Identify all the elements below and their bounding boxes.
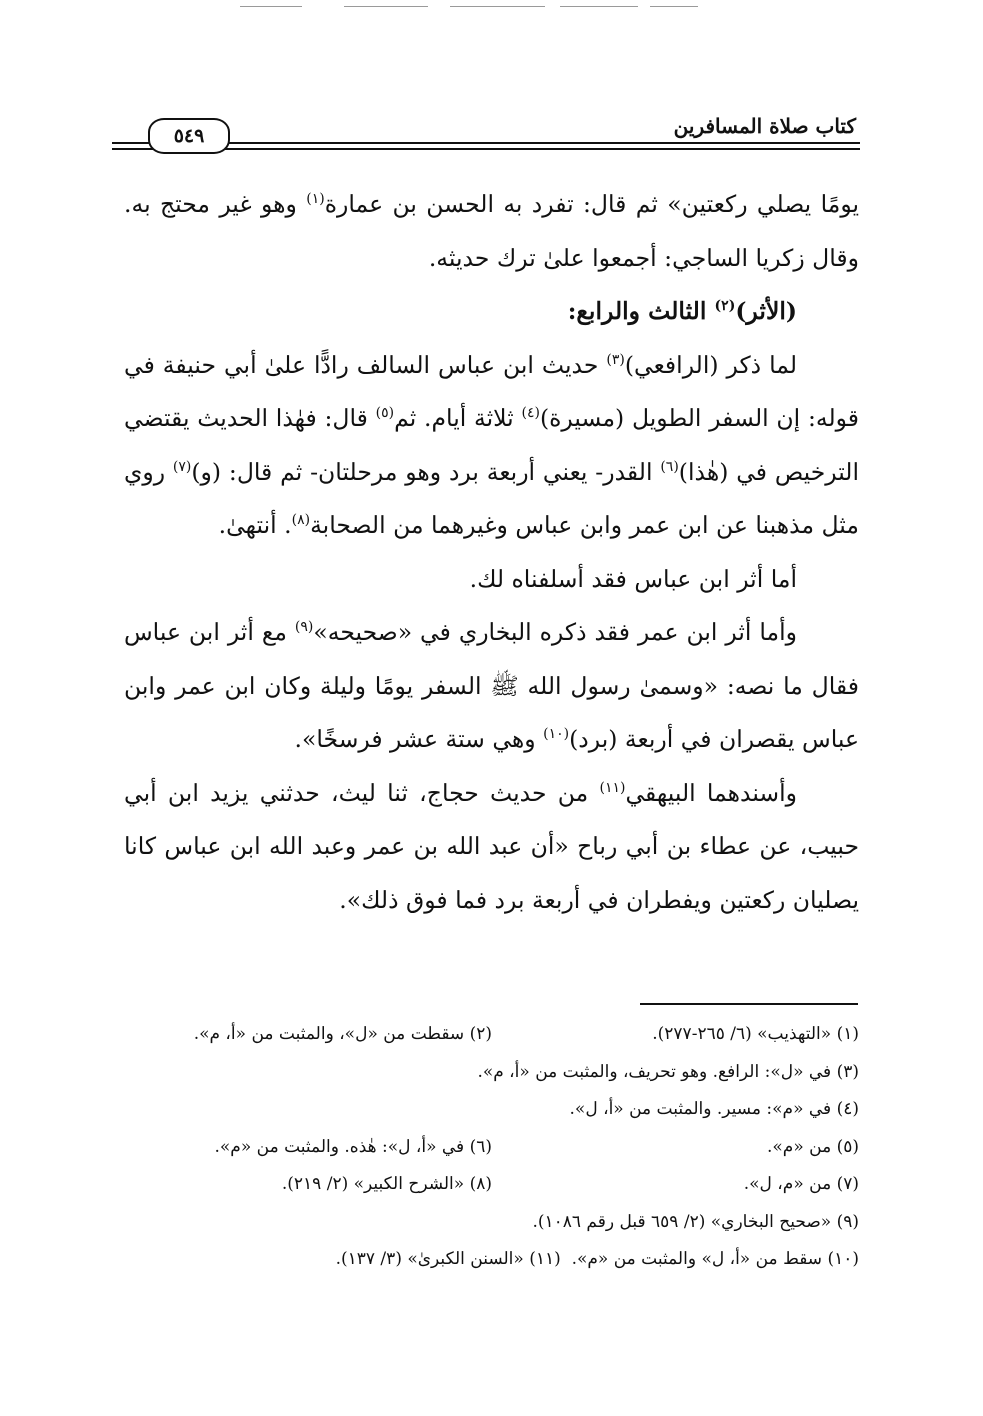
- main-text: [124, 178, 859, 927]
- text-run: مع أثر ابن عباس فقال ما نصه: «وسمىٰ رسول الله ﷺ السفر يومًا وليلة وكان ابن عمر وابن عباس يقصران في أربعة (برد): [124, 618, 859, 753]
- footnote-ref: (١): [306, 191, 325, 208]
- footnote-ref: (١٠): [543, 726, 570, 743]
- text-run: وهو غير محتج به. وقال زكريا الساجي: أجمعوا علىٰ ترك حديثه.: [124, 190, 859, 272]
- footnote-11: (١١) «السنن الكبرىٰ» (٣/ ١٣٧).: [335, 1249, 561, 1269]
- section-heading: [124, 285, 859, 339]
- heading-text: الثالث والرابع:: [567, 297, 715, 325]
- footnote-7: (٧) من «م، ل».: [743, 1174, 859, 1194]
- page-number: ٥٤٩: [148, 118, 230, 154]
- footnote-ref: (١١): [599, 779, 626, 796]
- footnote-row: [124, 1129, 859, 1167]
- running-header: [112, 112, 860, 158]
- footnote-row: [124, 1204, 859, 1242]
- footnote-ref: (٧): [172, 458, 192, 475]
- heading-text: (الأثر): [735, 297, 797, 325]
- text-run: حديث ابن عباس السالف رادًّا علىٰ أبي حنيفة في قوله: إن السفر الطويل (مسيرة): [124, 350, 859, 432]
- header-rule-left-ornament: [112, 142, 152, 150]
- paragraph: [124, 767, 859, 928]
- text-run: . أنتهىٰ.: [218, 511, 292, 539]
- footnote-4: (٤) في «م»: مسير. والمثبت من «أ، ل».: [569, 1099, 859, 1119]
- text-run: ثلاثة أيام. ثم: [394, 404, 522, 432]
- footnote-ref: (٦): [660, 458, 679, 475]
- text-run: لما ذكر (الرافعي): [624, 350, 797, 379]
- footnote-ref: (٩): [294, 619, 314, 636]
- paragraph: [124, 339, 859, 553]
- footnotes: [124, 1016, 859, 1279]
- footnote-10: (١٠) سقط من «أ، ل» والمثبت من «م».: [571, 1249, 859, 1269]
- footnote-ref: (٢): [714, 298, 736, 315]
- scan-artifact-lines: [240, 6, 700, 8]
- footnote-ref: (٨): [291, 512, 311, 529]
- text-run: يومًا يصلي ركعتين» ثم قال: تفرد به الحسن بن عمارة: [324, 190, 859, 218]
- paragraph: [124, 606, 859, 767]
- footnote-6: (٦) في «أ، ل»: هٰذه. والمثبت من «م».: [214, 1136, 492, 1157]
- text-run: من حديث حجاج، ثنا ليث، حدثني يزيد ابن أبي حبيب، عن عطاء بن أبي رباح «أن عبد الله بن عمر وعبد الله ابن عباس كانا يصليان ركعتين ويفطران في أربعة برد فما فوق ذلك».: [124, 778, 859, 914]
- text-run: وأسندهما البيهقي: [625, 778, 797, 807]
- footnote-5: (٥) من «م».: [767, 1136, 859, 1157]
- footnote-row: [124, 1016, 859, 1054]
- footnote-3: (٣) في «ل»: الرافع. وهو تحريف، والمثبت من «أ، م».: [477, 1061, 859, 1082]
- text-run: وأما أثر ابن عمر فقد ذكره البخاري في «صحيحه»: [313, 618, 797, 646]
- footnote-separator: [640, 1003, 858, 1005]
- footnote-row: [124, 1166, 859, 1204]
- footnote-ref: (٣): [606, 351, 625, 368]
- footnote-ref: (٤): [521, 405, 540, 422]
- paragraph-continuation: [124, 178, 859, 285]
- running-title: كتاب صلاة المسافرين: [673, 114, 856, 138]
- footnote-2: (٢) سقطت من «ل»، والمثبت من «أ، م».: [193, 1024, 492, 1044]
- text-run: وهي ستة عشر فرسخًا».: [294, 725, 544, 753]
- footnote-row: [124, 1091, 859, 1129]
- footnote-row: [124, 1241, 859, 1279]
- footnote-row: [124, 1054, 859, 1092]
- footnote-1: (١) «التهذيب» (٦/ ٢٦٥-٢٧٧).: [652, 1024, 859, 1044]
- footnote-10-11: [336, 1241, 859, 1279]
- paragraph: أما أثر ابن عباس فقد أسلفناه لك.: [469, 564, 797, 593]
- footnote-ref: (٥): [375, 405, 395, 422]
- footnote-8: (٨) «الشرح الكبير» (٢/ ٢١٩).: [281, 1174, 492, 1194]
- text-run: روي مثل مذهبنا عن ابن عمر وابن عباس وغيرهما من الصحابة: [124, 457, 859, 539]
- text-run: قال: فهٰذا الحديث يقتضي الترخيص في (هٰذا): [124, 404, 859, 486]
- footnote-9: (٩) «صحيح البخاري» (٢/ ٦٥٩ قبل رقم ١٠٨٦).: [532, 1211, 859, 1232]
- text-run: القدر- يعني أربعة برد وهو مرحلتان- ثم قال: (و): [191, 457, 661, 486]
